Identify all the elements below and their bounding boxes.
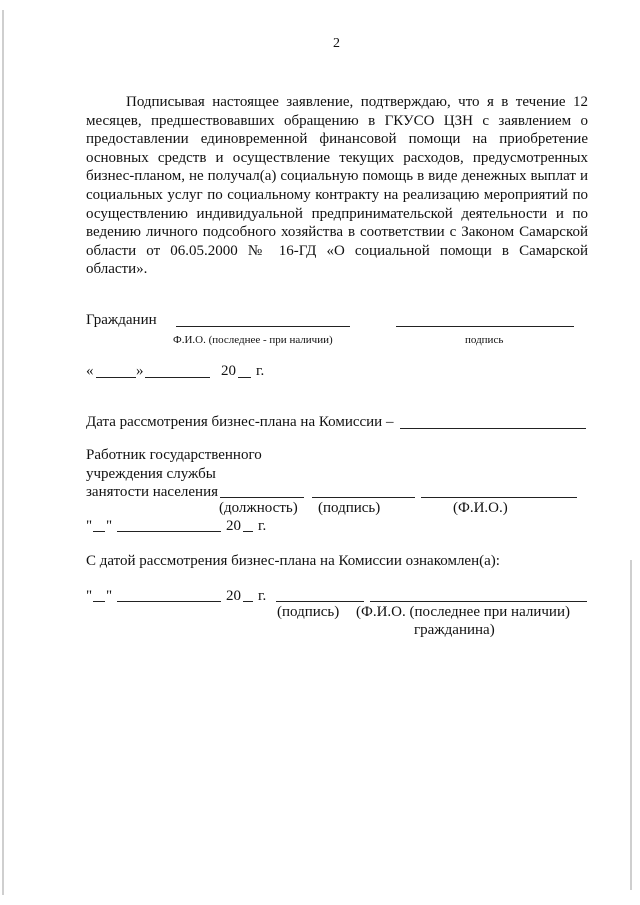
- ack-year-prefix: 20: [226, 588, 241, 604]
- ack-year-line[interactable]: [243, 601, 253, 602]
- employee-quote-close: ": [106, 518, 113, 534]
- statement-line: области».: [86, 261, 148, 278]
- statement-paragraph: [86, 93, 588, 279]
- employee-month-line[interactable]: [117, 531, 221, 532]
- scan-left-edge: [2, 10, 4, 895]
- citizen-label: Гражданин: [86, 312, 157, 328]
- employee-year-suffix: г.: [258, 518, 267, 534]
- employee-year-prefix: 20: [226, 518, 241, 534]
- employee-day-line[interactable]: [93, 531, 105, 532]
- acknowledgement-label: С датой рассмотрения бизнес-плана на Комиссии ознакомлен(а):: [86, 553, 500, 569]
- employee-quote-open: ": [86, 518, 93, 534]
- employee-signature-caption: (подпись): [318, 500, 381, 516]
- scan-right-edge: [630, 560, 632, 890]
- statement-line: основных средств и осуществление текущих расходов, предусмотренных: [86, 149, 588, 166]
- statement-line: предоставлении единовременной финансовой помощи на приобретение: [86, 131, 588, 148]
- ack-quote-open: ": [86, 588, 93, 604]
- statement-line: ведению личного подсобного хозяйства в соответствии с Законом Самарской: [86, 224, 588, 241]
- citizen-fio-line[interactable]: [176, 326, 350, 327]
- review-date-label: Дата рассмотрения бизнес-плана на Комиссии –: [86, 414, 394, 430]
- ack-fio-line[interactable]: [370, 601, 587, 602]
- citizen-month-line[interactable]: [145, 377, 210, 378]
- page-number: 2: [333, 36, 340, 51]
- citizen-year-suffix: г.: [256, 363, 265, 379]
- statement-line: месяцев, предшествовавших обращению в ГКУСО ЦЗН с заявлением о: [86, 112, 588, 129]
- statement-line: бизнес-планом, не получал(а) социальную помощь в виде денежных выплат и: [86, 168, 588, 185]
- employee-label-line3: занятости населения: [86, 484, 219, 500]
- statement-line: области от 06.05.2000 № 16-ГД «О социальной помощи в Самарской: [86, 242, 588, 259]
- statement-line: Подписывая настоящее заявление, подтверждаю, что я в течение 12: [126, 94, 588, 110]
- employee-label-line2: учреждения службы: [86, 466, 216, 482]
- citizen-day-line[interactable]: [96, 377, 136, 378]
- ack-day-line[interactable]: [93, 601, 105, 602]
- citizen-signature-line[interactable]: [396, 326, 574, 327]
- employee-year-line[interactable]: [243, 531, 253, 532]
- employee-position-line[interactable]: [220, 497, 304, 498]
- review-date-line[interactable]: [400, 428, 586, 429]
- citizen-fio-caption: Ф.И.О. (последнее - при наличии): [173, 334, 333, 346]
- citizen-date-open: «: [86, 363, 94, 379]
- statement-line: социальных услуг по социальному контракту на реализацию мероприятий по: [86, 186, 588, 203]
- employee-fio-caption: (Ф.И.О.): [453, 500, 508, 516]
- citizen-signature-caption: подпись: [465, 334, 504, 346]
- ack-fio-caption-line2: гражданина): [414, 622, 495, 638]
- ack-month-line[interactable]: [117, 601, 221, 602]
- employee-label-line1: Работник государственного: [86, 447, 262, 463]
- employee-signature-line[interactable]: [312, 497, 415, 498]
- employee-position-caption: (должность): [219, 500, 298, 516]
- employee-fio-line[interactable]: [421, 497, 577, 498]
- ack-fio-caption-line1: (Ф.И.О. (последнее при наличии): [356, 604, 570, 620]
- ack-signature-caption: (подпись): [277, 604, 340, 620]
- citizen-year-prefix: 20: [221, 363, 236, 379]
- statement-line: осуществлению индивидуальной предпринимательской деятельности и по: [86, 205, 588, 222]
- ack-quote-close: ": [106, 588, 113, 604]
- citizen-date-close: »: [136, 363, 144, 379]
- citizen-year-line[interactable]: [238, 377, 251, 378]
- ack-year-suffix: г.: [258, 588, 267, 604]
- ack-signature-line[interactable]: [276, 601, 364, 602]
